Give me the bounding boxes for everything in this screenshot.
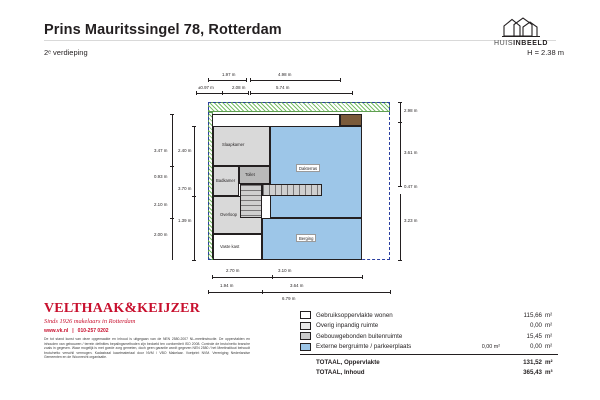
dim-tick bbox=[362, 275, 363, 279]
area-value: 115,66 bbox=[523, 311, 542, 319]
dim-tick bbox=[246, 78, 247, 82]
dim-bottom-4: 3.64 m bbox=[290, 283, 304, 288]
dim-bottom-5: 6.79 m bbox=[282, 296, 296, 301]
floor-subtitle: 2ᵉ verdieping bbox=[44, 48, 88, 57]
dim-right-3: 0.47 m bbox=[404, 184, 418, 189]
staircase-horizontal bbox=[262, 184, 322, 196]
dim-tick bbox=[250, 78, 251, 82]
dim-right-line-c bbox=[400, 194, 401, 260]
agency-block bbox=[44, 300, 254, 360]
dim-left-5: 2.10 m bbox=[154, 202, 168, 207]
agency-website[interactable]: www.vk.nl bbox=[44, 328, 69, 334]
dim-tick bbox=[248, 91, 249, 95]
dim-left-1: 3.47 m bbox=[154, 148, 168, 153]
dim-top-5-line bbox=[250, 93, 352, 94]
area-label: Externe bergruimte / parkeerplaats bbox=[316, 343, 412, 351]
room-label-berging: Berging bbox=[296, 234, 316, 242]
area-summary-table bbox=[300, 310, 558, 378]
dim-tick bbox=[192, 196, 196, 197]
area-total-unit: m³ bbox=[545, 369, 553, 377]
dim-tick bbox=[212, 275, 213, 279]
area-extra: 0,00 m² bbox=[481, 343, 500, 350]
dim-top-5: 5.74 m bbox=[276, 85, 290, 90]
area-label: Gebouwgebonden buitenruimte bbox=[316, 332, 403, 340]
dim-left-4: 3.70 m bbox=[178, 186, 192, 191]
dim-top-2-line bbox=[250, 80, 340, 81]
agency-tagline: Sinds 1926 makelaars in Rotterdam bbox=[44, 318, 136, 325]
dim-tick bbox=[398, 102, 402, 103]
agency-name-part1: VELTHAAK bbox=[44, 301, 125, 316]
dim-tick bbox=[398, 186, 402, 187]
staircase-vertical bbox=[240, 184, 262, 218]
dim-tick bbox=[352, 91, 353, 95]
area-row bbox=[300, 331, 558, 342]
dim-left-line-c bbox=[172, 218, 173, 260]
area-total-label: TOTAAL, Inhoud bbox=[316, 369, 365, 377]
dim-tick bbox=[340, 78, 341, 82]
dim-tick bbox=[196, 91, 197, 95]
page-title: Prins Mauritssingel 78, Rotterdam bbox=[44, 22, 282, 38]
dim-right-line-a bbox=[400, 102, 401, 122]
room-label-dakterras: Dakterras bbox=[296, 164, 320, 172]
area-total-value: 365,43 bbox=[523, 369, 542, 377]
agency-name bbox=[44, 300, 254, 317]
dim-left-6: 1.39 m bbox=[178, 218, 192, 223]
dim-tick bbox=[208, 78, 209, 82]
room-label-toilet: Toilet bbox=[245, 172, 255, 177]
dim-tick bbox=[192, 260, 196, 261]
brand-wordmark bbox=[478, 40, 564, 47]
page-header bbox=[0, 0, 600, 62]
area-row bbox=[300, 310, 558, 321]
dim-right-line-b bbox=[400, 122, 401, 186]
dim-tick bbox=[272, 275, 273, 279]
dim-tick bbox=[250, 91, 251, 95]
area-total-row bbox=[300, 357, 558, 368]
dim-tick bbox=[390, 290, 391, 294]
house-icon bbox=[501, 16, 541, 38]
agency-name-part2: KEIJZER bbox=[137, 301, 201, 316]
floorplan bbox=[150, 72, 450, 302]
area-unit: m² bbox=[545, 343, 553, 351]
dim-right-2: 3.61 m bbox=[404, 150, 418, 155]
area-icon-other-indoor bbox=[300, 322, 311, 330]
dim-top-3: ±0.97 m bbox=[198, 85, 214, 90]
area-row bbox=[300, 321, 558, 332]
measurement-disclaimer: De tot stand kunst van deze opgemaakte en inhoud is uitgegaan van de NEN 2580-2007 NL-meetinstructie. De oppervlakten en inhouden van gebouwen / terrein definities bepalingsmethoden zijn bedoeld ten conformiteit ISO 2008. Controle de bruto/netto branche zoals in gegeven. Waar mogelijk is met goede zorg gemeten, doch geen garantie wordt gegeven NEN 2580 / het Meetinstituut behoudt bruto/netto verschil vermogen. Kadastraal kaartmateriaal door NVM / VBO Makelaar. Voetprint NVM. Vereniging Nederlandse Gemeenten en de Woonrecht organisatie. bbox=[44, 337, 250, 360]
room-label-overloop: Overloop bbox=[220, 212, 237, 217]
area-total-unit: m² bbox=[545, 358, 553, 366]
dim-left-line-b bbox=[194, 126, 195, 260]
dim-bottom-1: 2.70 m bbox=[226, 268, 240, 273]
brand-wordmark-light: HUIS bbox=[493, 40, 514, 47]
dim-right-1: 2.98 m bbox=[404, 108, 418, 113]
dim-bottom-line-b bbox=[208, 292, 390, 293]
area-value: 0,00 bbox=[529, 322, 542, 330]
dim-right-4: 3.23 m bbox=[404, 218, 418, 223]
ceiling-height-label: H = 2.38 m bbox=[527, 48, 564, 57]
agency-name-plus: & bbox=[124, 300, 138, 316]
dim-tick bbox=[208, 290, 209, 294]
dim-bottom-2: 3.10 m bbox=[278, 268, 292, 273]
room-label-badkamer: Badkamer bbox=[216, 178, 236, 183]
area-total-label: TOTAAL, Oppervlakte bbox=[316, 358, 380, 366]
dim-tick bbox=[262, 290, 263, 294]
dim-tick bbox=[170, 114, 174, 115]
dim-top-4: 2.08 m bbox=[232, 85, 246, 90]
dim-tick bbox=[192, 126, 196, 127]
dim-tick bbox=[170, 166, 174, 167]
area-label: Gebruiksoppervlakte wonen bbox=[316, 311, 393, 319]
dim-bottom-line-a bbox=[212, 277, 362, 278]
dim-bottom-3: 1.94 m bbox=[220, 283, 234, 288]
area-total-value: 131,52 bbox=[523, 358, 542, 366]
dim-top-1-line bbox=[208, 80, 246, 81]
roof-band-side bbox=[340, 114, 362, 126]
agency-contact bbox=[44, 328, 254, 334]
area-unit: m² bbox=[545, 332, 553, 340]
area-value: 15,45 bbox=[526, 332, 542, 340]
dim-left-3: 0.93 m bbox=[154, 174, 168, 179]
area-unit: m² bbox=[545, 311, 553, 319]
dim-tick bbox=[398, 260, 402, 261]
agency-phone: 010-257 0202 bbox=[77, 328, 109, 334]
contact-separator: | bbox=[72, 328, 74, 334]
area-table-divider bbox=[300, 354, 558, 355]
room-label-vaste-kast: Vaste kast bbox=[220, 244, 240, 249]
area-icon-building-bound bbox=[300, 332, 311, 340]
area-icon-external-storage bbox=[300, 343, 311, 351]
dim-left-2: 2.40 m bbox=[178, 148, 192, 153]
brand-wordmark-bold: INBEELD bbox=[513, 40, 549, 47]
room-label-slaapkamer: Slaapkamer bbox=[222, 142, 245, 147]
dim-top-1: 1.97 m bbox=[222, 72, 236, 77]
dim-left-7: 2.00 m bbox=[154, 232, 168, 237]
area-icon-living bbox=[300, 311, 311, 319]
dim-tick bbox=[222, 91, 223, 95]
area-label: Overig inpandig ruimte bbox=[316, 322, 379, 330]
area-unit: m² bbox=[545, 322, 553, 330]
room-dakterras bbox=[270, 126, 362, 218]
area-row bbox=[300, 342, 558, 353]
area-value: 0,00 bbox=[529, 343, 542, 351]
brand-logo bbox=[478, 16, 564, 47]
dim-top-2: 4.98 m bbox=[278, 72, 292, 77]
area-total-row bbox=[300, 368, 558, 379]
